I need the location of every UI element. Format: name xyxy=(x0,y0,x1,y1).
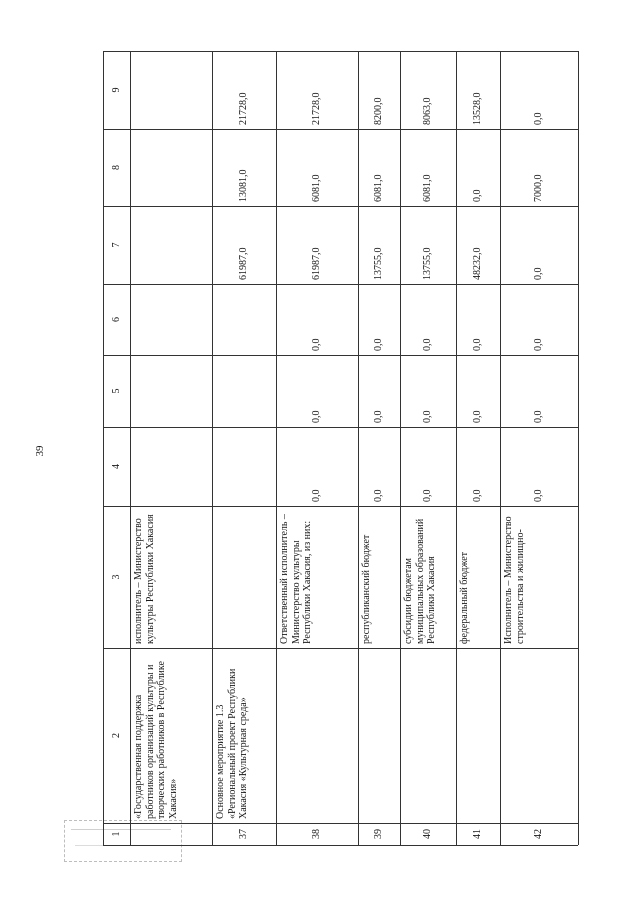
table-cell-r4-c8 xyxy=(358,129,400,206)
table-cell-r1-c2-text: «Государственная поддержка работников организаций культуры и творческих работников в Республике Хакасия» xyxy=(133,661,179,819)
table-cell-r6-c4-text: 0,0 xyxy=(472,489,484,502)
table-cell-r1-c4 xyxy=(130,427,212,506)
table-cell-r1-c3 xyxy=(130,506,212,648)
table-cell-r7-c4-text: 0,0 xyxy=(533,489,545,502)
table-cell-r1-c7 xyxy=(130,206,212,284)
table-cell-r1-c3-text: исполнитель – Министерство культуры Республики Хакасия xyxy=(133,514,156,644)
header-col-3 xyxy=(103,506,130,648)
table-cell-r6-n xyxy=(456,823,500,845)
table-cell-r6-c7 xyxy=(456,206,500,284)
table-cell-r1-c8 xyxy=(130,129,212,206)
table-cell-r5-c5 xyxy=(400,355,456,427)
table-cell-r2-c7-text: 61987,0 xyxy=(238,247,250,280)
table-cell-r6-n-text: 41 xyxy=(472,829,484,839)
table-cell-r7-c2 xyxy=(500,648,578,823)
table-cell-r1-n-text xyxy=(130,823,212,845)
table-cell-r6-c9 xyxy=(456,51,500,129)
table-cell-r4-c9 xyxy=(358,51,400,129)
table-cell-r4-c2 xyxy=(358,648,400,823)
table-cell-r6-c4 xyxy=(456,427,500,506)
table-cell-r4-c3 xyxy=(358,506,400,648)
table-cell-r2-c2-text: Основное мероприятие 1.3 «Региональный проект Республики Хакасия «Культурная среда» xyxy=(215,668,249,819)
table-cell-r2-c6 xyxy=(212,284,276,355)
table-cell-r5-c7 xyxy=(400,206,456,284)
table-cell-r1-c9-text xyxy=(130,51,212,129)
table-cell-r5-n-text: 40 xyxy=(422,829,434,839)
table-cell-r6-c5-text: 0,0 xyxy=(472,410,484,423)
table-cell-r6-c3-text: федеральный бюджет xyxy=(459,551,470,644)
table-cell-r7-c9 xyxy=(500,51,578,129)
table-cell-r4-c7-text: 13755,0 xyxy=(373,247,385,280)
table-cell-r3-c6-text: 0,0 xyxy=(311,338,323,351)
table-cell-r7-c4 xyxy=(500,427,578,506)
table-cell-r7-c9-text: 0,0 xyxy=(533,112,545,125)
table-cell-r6-c8-text: 0,0 xyxy=(472,189,484,202)
table-cell-r3-c8-text: 6081,0 xyxy=(311,174,323,202)
table-cell-r5-c6-text: 0,0 xyxy=(422,338,434,351)
table-cell-r5-c4 xyxy=(400,427,456,506)
table-cell-r4-c7 xyxy=(358,206,400,284)
table-cell-r2-c2 xyxy=(212,648,276,823)
table-cell-r5-c3 xyxy=(400,506,456,648)
header-col-5-text: 5 xyxy=(110,388,122,394)
header-col-8 xyxy=(103,129,130,206)
table-cell-r4-c3-text: республиканский бюджет xyxy=(361,534,372,644)
table-cell-r5-c8-text: 6081,0 xyxy=(422,174,434,202)
table-cell-r1-c2 xyxy=(130,648,212,823)
header-col-7 xyxy=(103,206,130,284)
table-cell-r4-n-text: 39 xyxy=(373,829,385,839)
page-number: 39 xyxy=(34,445,46,457)
header-col-3-text: 3 xyxy=(110,574,122,580)
table-cell-r3-c9-text: 21728,0 xyxy=(311,92,323,125)
header-col-2 xyxy=(103,648,130,823)
header-col-9-text: 9 xyxy=(110,87,122,93)
header-col-4 xyxy=(103,427,130,506)
table-cell-r6-c2-text xyxy=(456,648,500,823)
table-cell-r5-c9-text: 8063,0 xyxy=(422,97,434,125)
table-cell-r7-c2-text xyxy=(500,648,578,823)
table-cell-r7-c5 xyxy=(500,355,578,427)
table-cell-r7-n-text: 42 xyxy=(533,829,545,839)
table-cell-r1-c6-text xyxy=(130,284,212,355)
table-cell-r4-c9-text: 8200,0 xyxy=(373,97,385,125)
header-col-7-text: 7 xyxy=(110,242,122,248)
table-cell-r3-c3 xyxy=(276,506,358,648)
table-cell-r3-c2 xyxy=(276,648,358,823)
table-cell-r2-c4-text xyxy=(212,427,276,506)
header-col-1 xyxy=(103,823,130,845)
table-cell-r4-c6-text: 0,0 xyxy=(373,338,385,351)
table-cell-r2-c3 xyxy=(212,506,276,648)
table-cell-r4-c2-text xyxy=(358,648,400,823)
header-col-5 xyxy=(103,355,130,427)
table-cell-r2-c5 xyxy=(212,355,276,427)
table-cell-r6-c6-text: 0,0 xyxy=(472,338,484,351)
table-cell-r3-n xyxy=(276,823,358,845)
table-cell-r5-c3-text: субсидии бюджетам муниципальных образований Республики Хакасия xyxy=(403,518,437,644)
table-cell-r3-c5-text: 0,0 xyxy=(311,410,323,423)
table-cell-r7-c3 xyxy=(500,506,578,648)
table-cell-r2-c7 xyxy=(212,206,276,284)
table-cell-r5-c2 xyxy=(400,648,456,823)
table-cell-r2-n xyxy=(212,823,276,845)
table-cell-r2-c5-text xyxy=(212,355,276,427)
table-cell-r2-c8-text: 13081,0 xyxy=(238,169,250,202)
table-cell-r6-c8 xyxy=(456,129,500,206)
table-cell-r6-c3 xyxy=(456,506,500,648)
table-cell-r5-c9 xyxy=(400,51,456,129)
table-cell-r5-c2-text xyxy=(400,648,456,823)
table-cell-r7-n xyxy=(500,823,578,845)
table-cell-r5-c7-text: 13755,0 xyxy=(422,247,434,280)
table-cell-r1-c6 xyxy=(130,284,212,355)
table-cell-r2-c6-text xyxy=(212,284,276,355)
table-column-border xyxy=(103,845,578,846)
table-cell-r5-c4-text: 0,0 xyxy=(422,489,434,502)
table-cell-r1-c4-text xyxy=(130,427,212,506)
table-cell-r7-c6-text: 0,0 xyxy=(533,338,545,351)
table-cell-r3-c9 xyxy=(276,51,358,129)
table-cell-r1-c9 xyxy=(130,51,212,129)
table-cell-r3-c6 xyxy=(276,284,358,355)
header-col-1-text: 1 xyxy=(110,831,122,837)
table-cell-r3-c4 xyxy=(276,427,358,506)
table-cell-r3-c7 xyxy=(276,206,358,284)
table-cell-r7-c8 xyxy=(500,129,578,206)
table-cell-r7-c5-text: 0,0 xyxy=(533,410,545,423)
table-cell-r2-c3-text xyxy=(212,506,276,648)
table-cell-r3-c3-text: Ответственный исполнитель – Министерство культуры Республики Хакасия, из них: xyxy=(279,514,313,644)
table-cell-r1-c7-text xyxy=(130,206,212,284)
table-cell-r5-c5-text: 0,0 xyxy=(422,410,434,423)
table-cell-r6-c9-text: 13528,0 xyxy=(472,92,484,125)
table-cell-r7-c7-text: 0,0 xyxy=(533,267,545,280)
table-cell-r7-c7 xyxy=(500,206,578,284)
table-row-border xyxy=(578,51,579,845)
table-cell-r6-c6 xyxy=(456,284,500,355)
header-col-2-text: 2 xyxy=(110,733,122,738)
table-cell-r4-c8-text: 6081,0 xyxy=(373,174,385,202)
table-cell-r3-n-text: 38 xyxy=(311,829,323,839)
table-cell-r6-c2 xyxy=(456,648,500,823)
table-cell-r3-c4-text: 0,0 xyxy=(311,489,323,502)
table-cell-r6-c7-text: 48232,0 xyxy=(472,247,484,280)
table-cell-r1-c8-text xyxy=(130,129,212,206)
table-cell-r6-c5 xyxy=(456,355,500,427)
table-cell-r2-c8 xyxy=(212,129,276,206)
table-cell-r5-n xyxy=(400,823,456,845)
header-col-9 xyxy=(103,51,130,129)
table-cell-r3-c5 xyxy=(276,355,358,427)
table-cell-r7-c6 xyxy=(500,284,578,355)
table-cell-r5-c6 xyxy=(400,284,456,355)
table-cell-r3-c2-text xyxy=(276,648,358,823)
table-cell-r4-c5-text: 0,0 xyxy=(373,410,385,423)
table-cell-r4-c4 xyxy=(358,427,400,506)
table-cell-r2-n-text: 37 xyxy=(238,829,250,839)
table-cell-r1-c5-text xyxy=(130,355,212,427)
header-col-6-text: 6 xyxy=(110,317,122,322)
header-col-6 xyxy=(103,284,130,355)
table-cell-r4-c4-text: 0,0 xyxy=(373,489,385,502)
table-cell-r4-c5 xyxy=(358,355,400,427)
table-cell-r1-n xyxy=(130,823,212,845)
table-cell-r2-c9-text: 21728,0 xyxy=(238,92,250,125)
table-cell-r7-c8-text: 7000,0 xyxy=(533,174,545,202)
table-cell-r5-c8 xyxy=(400,129,456,206)
table-cell-r1-c5 xyxy=(130,355,212,427)
header-col-4-text: 4 xyxy=(110,464,122,469)
header-col-8-text: 8 xyxy=(110,165,122,170)
table-cell-r7-c3-text: Исполнитель – Министерство строительства и жилищно- xyxy=(503,516,526,644)
table-cell-r3-c8 xyxy=(276,129,358,206)
table-cell-r2-c4 xyxy=(212,427,276,506)
table-cell-r4-n xyxy=(358,823,400,845)
table-cell-r4-c6 xyxy=(358,284,400,355)
table-cell-r3-c7-text: 61987,0 xyxy=(311,247,323,280)
table-cell-r2-c9 xyxy=(212,51,276,129)
